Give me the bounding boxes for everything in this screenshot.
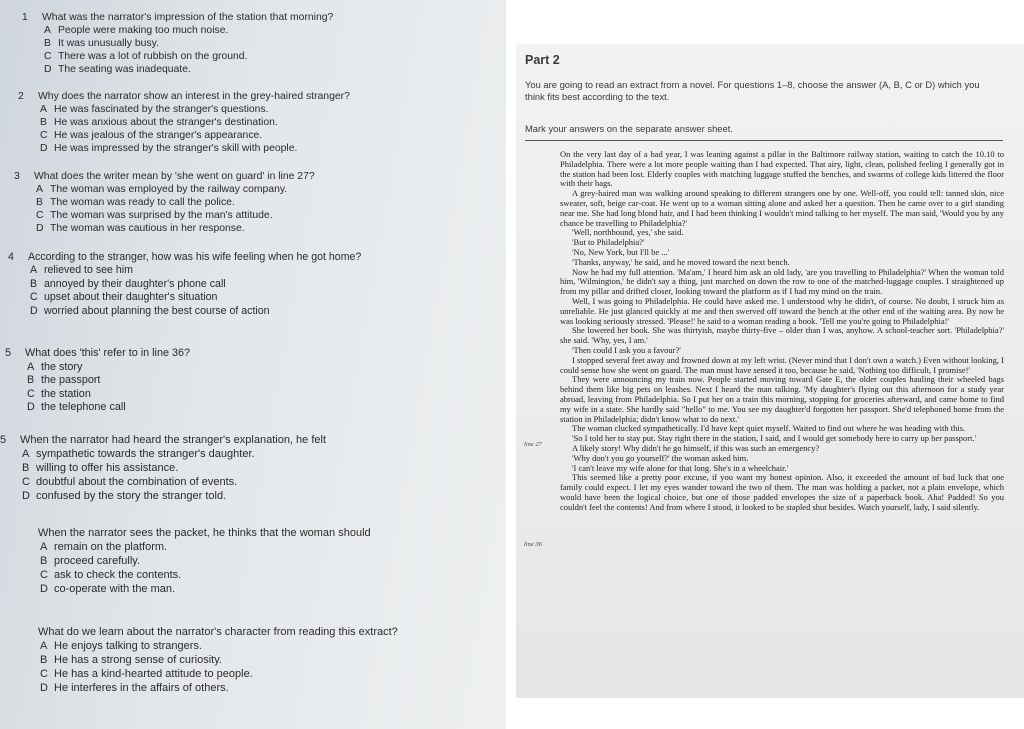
answer-sheet-note: Mark your answers on the separate answer sheet.	[525, 123, 733, 134]
answer-option-d	[40, 142, 350, 155]
part-b-question-1	[0, 434, 326, 504]
option-text: the passport	[41, 374, 101, 387]
answer-option-b	[36, 196, 315, 209]
answer-option-a	[36, 183, 315, 196]
passage-paragraph: A likely story! Why didn't he go himself, if this was such an emergency?	[572, 442, 820, 453]
passage-paragraph: They were announcing my train now. People started moving toward Gate E, the older couples hauling their wheeled bags behind them like big pets on leashes. Next I heard the man talking. 'My daughter's flying out this afternoon for a study year abroad, leaving from Philadelphia. So I put her on a train this morning, stopping for groceries afterward, and came home to find my wife in a state. She hardly said "hello" to me. You see my daughter'd forgotten her passport. She'd telephoned home from the station in Philadelphia; didn't know what to do next.'	[560, 374, 1004, 424]
part-b-question-2	[18, 527, 371, 597]
option-letter: B	[40, 554, 48, 567]
answer-option-a	[40, 541, 371, 555]
option-letter: A	[44, 25, 51, 37]
question-number: 2	[18, 91, 24, 102]
option-text: worried about planning the best course of action	[44, 304, 270, 317]
option-text: upset about their daughter's situation	[44, 291, 218, 304]
part-a-question-2	[18, 90, 350, 155]
option-letter: B	[36, 197, 43, 209]
option-letter: A	[40, 540, 48, 553]
answer-option-b	[44, 37, 333, 50]
answer-option-d	[27, 401, 190, 415]
part-a-question-5	[5, 347, 190, 415]
option-letter: A	[40, 104, 47, 116]
passage-paragraph: The woman clucked sympathetically. I'd have kept quiet myself. Waited to find out where he was heading with this.	[572, 423, 966, 434]
question-text: What was the narrator's impression of the station that morning?	[42, 12, 334, 23]
page-gutter	[506, 0, 516, 729]
part-a-question-3	[14, 170, 315, 235]
passage-paragraph: I stopped several feet away and frowned down at my left wrist. (Never mind that I don't own a watch.) Even without looking, I could sense how she went on guard. The man must have sensed it too, because he said, 'Nothing too difficult, I promise!'	[560, 354, 1004, 375]
option-letter: D	[27, 401, 35, 414]
option-text: He interferes in the affairs of others.	[54, 681, 229, 694]
passage-paragraph: 'Why don't you go yourself?' the woman asked him.	[572, 452, 749, 463]
answer-option-a	[27, 361, 190, 375]
passage-paragraph: Well, I was going to Philadelphia. He could have asked me. I understood why he didn't, of course. No doubt, I struck him as unreliable. He just glanced quickly at me and then swerved off toward the bench at the other end of the waiting area. By now he was looking seriously stressed. 'Please!' he said to a woman reading a book. 'Tell me you're going to Philadelphia!'	[560, 295, 1004, 326]
question-text: According to the stranger, how was his wife feeling when he got home?	[28, 251, 362, 263]
question-text: When the narrator had heard the stranger's explanation, he felt	[20, 434, 327, 446]
part-a-question-4	[8, 251, 361, 318]
option-text: He was impressed by the stranger's skill with people.	[54, 143, 298, 155]
option-letter: A	[36, 184, 43, 196]
answer-option-b	[40, 654, 398, 668]
passage-paragraph: She lowered her book. She was thirtyish, maybe thirty-five – older than I was, anyhow. A school-teacher sort. 'Philadelphia?' she said. 'Why, yes, I am.'	[560, 325, 1004, 346]
option-text: the station	[41, 387, 91, 400]
option-text: relieved to see him	[44, 264, 133, 277]
option-letter: D	[40, 681, 48, 694]
answer-option-c	[30, 291, 361, 304]
option-letter: D	[40, 582, 48, 595]
option-letter: A	[22, 447, 30, 460]
option-letter: C	[44, 51, 52, 63]
option-letter: C	[30, 291, 38, 304]
question-stem	[8, 251, 361, 264]
instructions: You are going to read an extract from a novel. For questions 1–8, choose the answer (A, B, C or D) which you think fits best according to the text.	[525, 79, 980, 102]
option-text: co-operate with the man.	[54, 582, 176, 595]
answer-option-d	[22, 490, 326, 504]
option-text: People were making too much noise.	[58, 25, 229, 37]
answer-option-b	[40, 555, 371, 569]
option-text: annoyed by their daughter's phone call	[44, 277, 226, 290]
option-letter: B	[44, 38, 51, 50]
question-stem	[5, 347, 190, 361]
option-text: proceed carefully.	[54, 554, 141, 567]
option-letter: C	[22, 475, 30, 488]
option-letter: D	[36, 223, 44, 235]
answer-option-a	[22, 448, 326, 462]
answer-option-c	[27, 388, 190, 402]
answer-option-d	[40, 583, 371, 597]
question-stem	[14, 170, 315, 183]
option-letter: D	[22, 489, 30, 502]
option-text: The seating was inadequate.	[58, 64, 191, 76]
question-stem	[22, 11, 333, 24]
answer-option-a	[30, 264, 361, 277]
question-stem	[18, 527, 371, 541]
part-title: Part 2	[525, 53, 560, 67]
option-letter: C	[40, 130, 48, 142]
option-text: He was fascinated by the stranger's questions.	[54, 104, 269, 116]
option-text: sympathetic towards the stranger's daughter.	[36, 447, 255, 460]
option-letter: D	[40, 143, 48, 155]
line-36-marker: line 36	[524, 541, 542, 548]
option-letter: B	[40, 653, 48, 666]
option-text: He was anxious about the stranger's destination.	[54, 117, 278, 129]
answer-option-b	[40, 116, 350, 129]
option-text: He has a strong sense of curiosity.	[54, 653, 222, 666]
option-letter: D	[44, 64, 52, 76]
passage-sheet	[516, 44, 1024, 698]
option-letter: B	[40, 117, 47, 129]
passage-paragraph: This seemed like a pretty poor excuse, if you want my honest opinion. Also, it exceeded the amount of bad luck that one family could expect. I let my eyes wander toward the two of them. The man was holding a packet, not a plain envelope, which would have been the logical choice, but one of those padded envelopes the size of a paperback book. Aha! Padded! So you couldn't feel the contents! And from where I stood, it looked to be stapled shut besides. Watch yourself, lady, I said silently.	[560, 472, 1004, 512]
answer-option-c	[40, 129, 350, 142]
question-page	[0, 0, 506, 729]
option-text: The woman was employed by the railway company.	[50, 184, 288, 196]
passage-paragraph: 'No, New York, but I'll be ...'	[572, 246, 670, 257]
option-letter: A	[27, 360, 35, 373]
answer-option-b	[30, 278, 361, 291]
option-letter: C	[36, 210, 44, 222]
divider	[525, 140, 1003, 141]
passage-page	[516, 0, 1024, 729]
option-text: willing to offer his assistance.	[36, 461, 179, 474]
option-letter: B	[30, 277, 38, 290]
part-b-question-3	[18, 626, 398, 696]
question-number: 4	[8, 251, 14, 263]
answer-option-c	[22, 476, 326, 490]
question-text: Why does the narrator show an interest in the grey-haired stranger?	[38, 91, 350, 102]
answer-option-d	[30, 305, 361, 318]
question-text: What does the writer mean by 'she went on guard' in line 27?	[34, 171, 315, 182]
answer-option-a	[40, 640, 398, 654]
passage-paragraph: Now he had my full attention. 'Ma'am,' I heard him ask an old lady, 'are you travelling to Philadelphia?' When the woman told him, 'Wilmington,' he didn't say a thing, just marched on down the row to one of the matched-luggage couples. I straightened up from my pillar and drifted closer, looking toward the platform as if I had my mind on the train.	[560, 266, 1004, 297]
answer-option-d	[36, 222, 315, 235]
passage-paragraph: A grey-haired man was walking around speaking to different strangers one by one. Well-off, you could tell: tanned skin, nice sweater, soft, beige car-coat. He went up to a woman sitting alone and asked her a question. Then he came over to a girl standing near me. She had long blond hair, and I had been thinking I wouldn't mind talking to her myself. The man said, 'Would you by any chance be travelling to Philadelphia?'	[560, 188, 1004, 228]
option-text: It was unusually busy.	[58, 38, 159, 50]
question-number: 5	[5, 347, 12, 359]
option-text: The woman was cautious in her response.	[50, 223, 245, 235]
passage-paragraph: 'So I told her to stay put. Stay right there in the station, I said, and I would get somebody here to carry up her passport.'	[572, 433, 977, 444]
answer-option-b	[22, 462, 326, 476]
option-text: There was a lot of rubbish on the ground.	[58, 51, 248, 63]
answer-option-d	[40, 682, 398, 696]
question-stem	[18, 90, 350, 103]
option-letter: C	[40, 667, 48, 680]
option-letter: A	[40, 639, 48, 652]
option-text: doubtful about the combination of events.	[36, 475, 238, 488]
question-text: When the narrator sees the packet, he thinks that the woman should	[38, 527, 371, 539]
option-text: He enjoys talking to strangers.	[54, 639, 202, 652]
answer-option-d	[44, 63, 333, 76]
question-stem	[0, 434, 326, 448]
passage-paragraph: 'I can't leave my wife alone for that long. She's in a wheelchair.'	[572, 462, 789, 473]
passage-paragraph: 'Then could I ask you a favour?'	[572, 344, 681, 355]
option-text: ask to check the contents.	[54, 568, 182, 581]
passage-text	[560, 150, 1004, 512]
question-number: 5	[0, 434, 7, 446]
option-text: He was jealous of the stranger's appearance.	[54, 130, 263, 142]
option-letter: C	[40, 568, 48, 581]
option-letter: B	[27, 374, 35, 387]
option-text: remain on the platform.	[54, 540, 168, 553]
question-text: What does 'this' refer to in line 36?	[25, 347, 190, 359]
question-stem	[18, 626, 398, 640]
part-a-question-1	[22, 11, 333, 76]
passage-paragraph: 'Thanks, anyway,' he said, and he moved toward the next bench.	[572, 256, 790, 267]
passage-paragraph: 'But to Philadelphia?'	[572, 237, 645, 248]
answer-option-b	[27, 374, 190, 388]
option-text: the telephone call	[41, 401, 126, 414]
question-number: 3	[14, 171, 20, 182]
answer-option-a	[40, 103, 350, 116]
line-27-marker: line 27	[524, 441, 542, 448]
option-letter: B	[22, 461, 30, 474]
answer-option-c	[40, 569, 371, 583]
answer-option-c	[44, 50, 333, 63]
option-text: the story	[41, 360, 83, 373]
option-letter: D	[30, 304, 38, 317]
question-text: What do we learn about the narrator's character from reading this extract?	[38, 626, 398, 638]
answer-option-c	[40, 668, 398, 682]
option-text: He has a kind-hearted attitude to people.	[54, 667, 253, 680]
option-text: confused by the story the stranger told.	[36, 489, 227, 502]
answer-option-c	[36, 209, 315, 222]
option-text: The woman was ready to call the police.	[50, 197, 235, 209]
passage-paragraph: 'Well, northbound, yes,' she said.	[572, 227, 684, 238]
option-letter: A	[30, 264, 38, 277]
option-letter: C	[27, 387, 35, 400]
passage-paragraph: On the very last day of a bad year, I was leaning against a pillar in the Baltimore railway station, waiting to catch the 10.10 to Philadelphia. There were a lot more people waiting than I had expected. That airy, light, clean, polished feeling I generally got in the station had been lost. Elderly couples with matching luggage stuffed the benches, and swarms of college kids littered the floor with their bags.	[560, 149, 1004, 189]
question-number: 1	[22, 12, 28, 23]
option-text: The woman was surprised by the man's attitude.	[50, 210, 273, 222]
answer-option-a	[44, 24, 333, 37]
